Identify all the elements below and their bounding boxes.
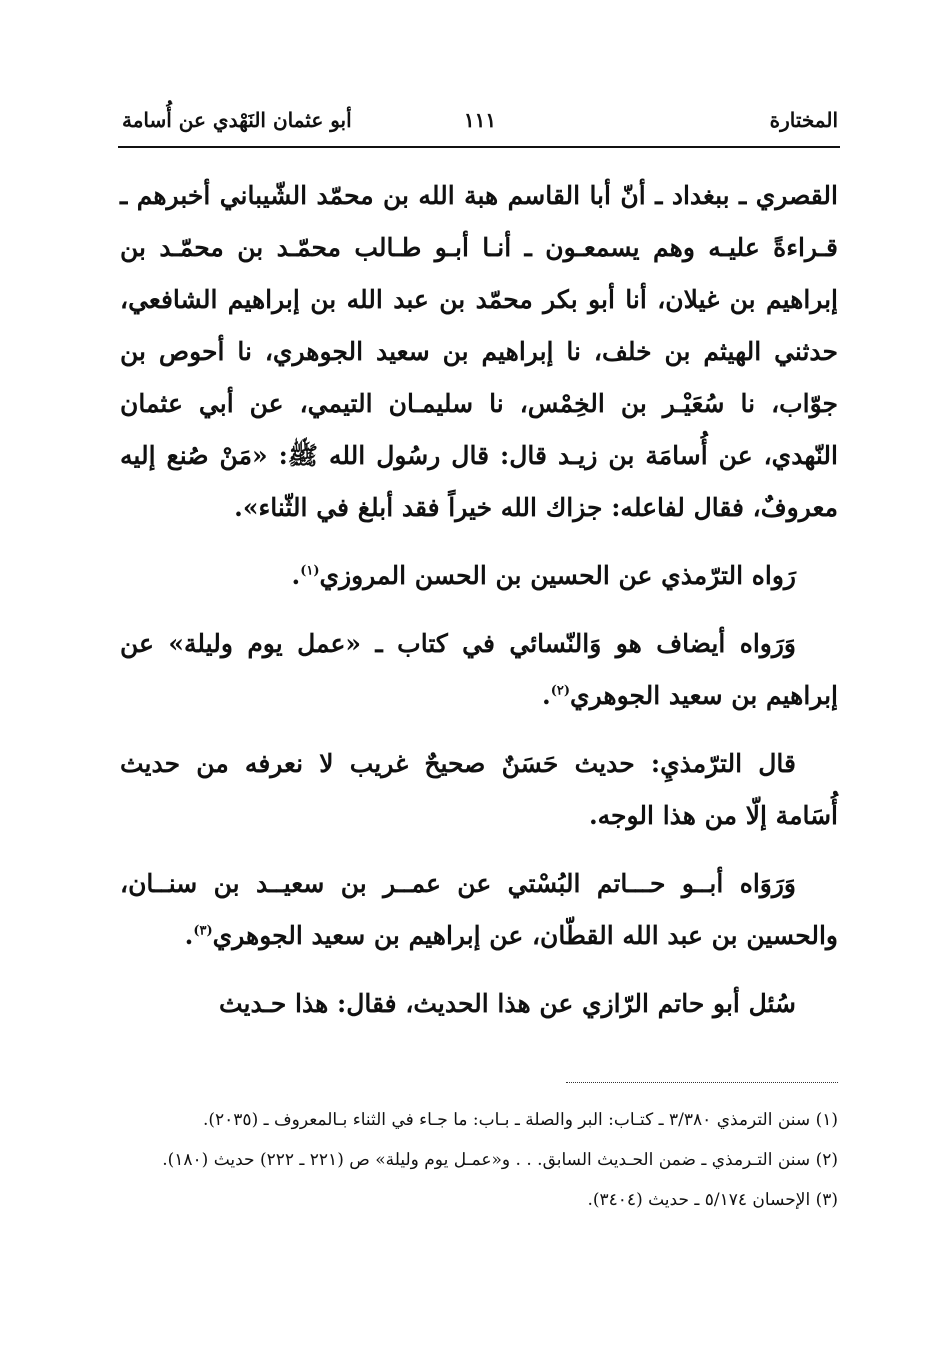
main-text [120, 170, 838, 1046]
paragraph-razi: سُئل أبو حاتم الرّازي عن هذا الحديث، فقال: هذا حـديث [218, 989, 796, 1018]
paragraph-isnad: القصري ـ ببغداد ـ أنّ أبا القاسم هبة الله بن محمّد الشّيباني أخبرهم ـ قـراءةً عليـه وهم يسمعـون ـ أنـا أبـو طـالب محمّـد بن محمّـد بن إبراهيم بن غيلان، أنا أبو بكر محمّد بن عبد الله بن إبراهيم الشافعي، حدثني الهيثم بن خلف، نا إبراهيم بن سعيد الجوهري، نا أحوص بن جوّاب، نا سُعَيْـر بن الخِمْس، نا سليمـان التيمي، عن أبي عثمان النّهدي، عن أُسامَة بن زيـد قال: قال رسُول الله ﷺ: «مَنْ صُنع إليه معروفٌ، فقال لفاعله: جزاك الله خيراً فقد أبلغ في الثّناء». [120, 181, 838, 522]
paragraph-end: . [291, 561, 301, 590]
footnote-2: (٢) سنن التـرمذي ـ ضمن الحـديث السابق. . . و«عمـل يوم وليلة» ص (٢٢١ ـ ٢٢٢) حديث (١٨٠). [162, 1150, 838, 1170]
running-header [122, 108, 838, 146]
paragraph-nasai [120, 618, 838, 722]
paragraph-grading: قال الترّمذيِ: حديث حَسَنٌ صحيحٌ غريب لا نعرفه من حديث أُسَامة إلّا من هذا الوجه. [120, 749, 838, 830]
footnote-separator [566, 1082, 838, 1083]
footnote-mark: (١) [300, 563, 320, 579]
paragraph-busti [120, 858, 838, 962]
footnotes [120, 1102, 838, 1222]
footnote-1: (١) سنن الترمذي ٣/٣٨٠ ـ كتـاب: البر والصلة ـ بـاب: ما جـاء في الثناء بـالمعروف ـ (٢٠٣٥). [202, 1110, 838, 1130]
header-rule [118, 146, 840, 148]
paragraph-text: رَواه الترّمذي عن الحسين بن الحسن المروزي [319, 561, 796, 590]
paragraph-end: . [542, 681, 551, 710]
footnote-3: (٣) الإحسان ٥/١٧٤ ـ حديث (٣٤٠٤). [587, 1190, 838, 1210]
page-number: ١١١ [463, 108, 497, 132]
paragraph-tirmidhi [120, 550, 838, 602]
chapter-title: أبو عثمان النَهْدي عن أُسامة [122, 108, 352, 132]
footnote-mark: (٢) [550, 683, 571, 699]
paragraph-end: . [184, 921, 194, 950]
paragraph-text: وَرَواه أيضاف هو وَالنّسائي في كتاب ـ «عمل يوم وليلة» عن إبراهيم بن سعيد الجوهري [120, 629, 838, 710]
book-title: المختارة [769, 108, 838, 132]
footnote-mark: (٣) [193, 923, 213, 939]
paragraph-text: وَرَوَاه أبــو حـــاتم البُسْتي عن عمــر بن سعيــد بن سنــان، والحسين بن عبد الله القطّان، عن إبراهيم بن سعيد الجوهري [120, 869, 838, 950]
